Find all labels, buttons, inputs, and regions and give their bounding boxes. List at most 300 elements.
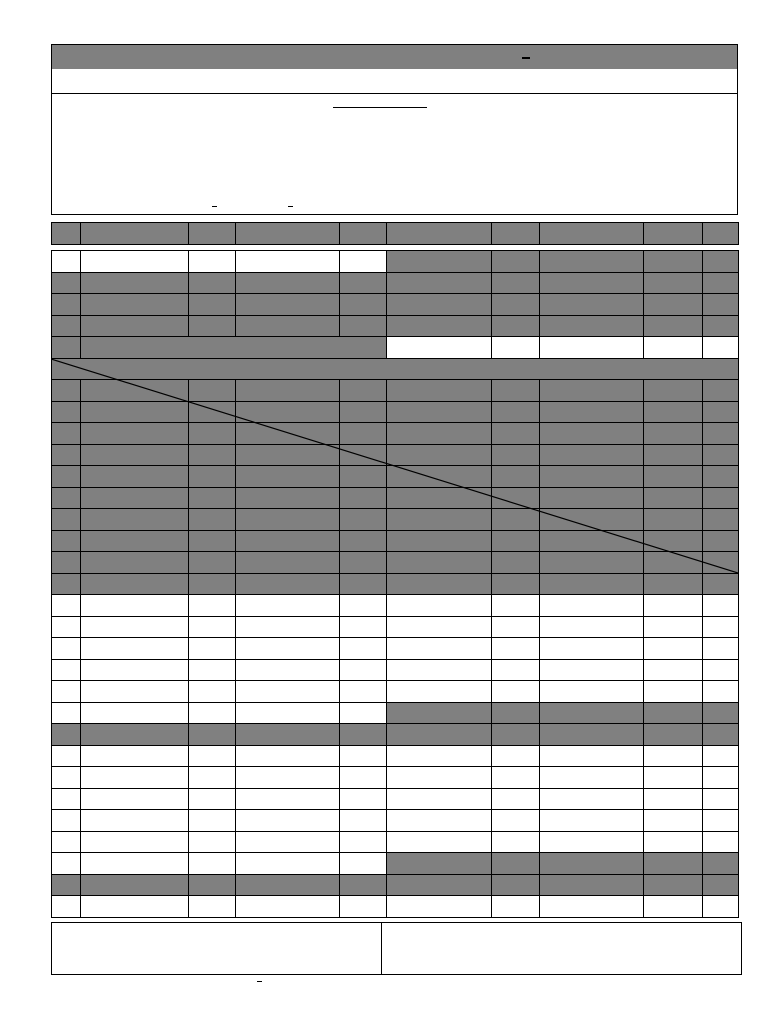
table-cell — [386, 573, 492, 596]
table-cell — [80, 723, 189, 746]
table-cell — [386, 293, 492, 316]
table-cell — [491, 336, 540, 359]
table-cell — [539, 895, 644, 918]
table-cell — [80, 422, 189, 445]
table-cell — [643, 293, 703, 316]
table-cell — [235, 250, 340, 273]
info-tick-mark — [212, 206, 217, 207]
table-cell — [539, 401, 644, 424]
table-cell — [339, 422, 387, 445]
table-cell — [80, 401, 189, 424]
table-cell — [188, 788, 236, 811]
table-cell — [339, 831, 387, 854]
table-cell — [491, 573, 540, 596]
table-cell — [386, 831, 492, 854]
table-cell — [643, 530, 703, 553]
table-cell — [702, 487, 739, 510]
table-cell — [339, 637, 387, 660]
table-cell — [643, 422, 703, 445]
table-cell — [643, 379, 703, 402]
table-cell — [80, 766, 189, 789]
table-cell — [539, 530, 644, 553]
table-cell — [235, 745, 340, 768]
table-cell — [539, 551, 644, 574]
table-cell — [80, 745, 189, 768]
column-header-cell — [643, 222, 703, 245]
table-cell — [491, 401, 540, 424]
table-cell — [80, 250, 189, 273]
table-cell — [51, 745, 81, 768]
table-cell — [386, 852, 492, 875]
table-cell — [80, 573, 189, 596]
table-cell — [339, 444, 387, 467]
table-cell — [188, 723, 236, 746]
table-cell — [643, 616, 703, 639]
table-cell — [339, 250, 387, 273]
table-cell — [235, 508, 340, 531]
table-cell — [80, 702, 189, 725]
table-cell — [491, 315, 540, 338]
table-cell — [80, 680, 189, 703]
table-cell — [491, 487, 540, 510]
table-cell — [491, 874, 540, 897]
table-cell — [339, 659, 387, 682]
table-cell — [51, 659, 81, 682]
table-cell — [386, 401, 492, 424]
table-cell — [51, 766, 81, 789]
table-cell — [539, 745, 644, 768]
table-column-header — [51, 222, 738, 245]
table-cell — [235, 680, 340, 703]
table-cell — [188, 637, 236, 660]
table-cell — [491, 766, 540, 789]
table-cell — [539, 616, 644, 639]
table-cell — [643, 508, 703, 531]
table-cell — [51, 637, 81, 660]
table-cell — [188, 874, 236, 897]
table-cell — [491, 508, 540, 531]
table-cell — [339, 594, 387, 617]
column-header-cell — [491, 222, 540, 245]
table-cell — [539, 487, 644, 510]
table-cell — [491, 422, 540, 445]
table-cell — [491, 379, 540, 402]
column-header-cell — [702, 222, 739, 245]
table-cell — [539, 874, 644, 897]
table-cell — [643, 659, 703, 682]
table-cell — [51, 723, 81, 746]
table-cell — [80, 788, 189, 811]
table-cell — [539, 766, 644, 789]
table-cell — [702, 680, 739, 703]
table-cell — [386, 809, 492, 832]
table-cell — [188, 444, 236, 467]
column-header-cell — [235, 222, 340, 245]
table-cell — [51, 422, 81, 445]
table-cell — [491, 702, 540, 725]
info-title-underline — [333, 107, 427, 108]
table-cell — [80, 530, 189, 553]
table-cell — [643, 852, 703, 875]
table-cell — [702, 422, 739, 445]
table-cell — [702, 745, 739, 768]
table-cell — [491, 250, 540, 273]
table-cell — [339, 852, 387, 875]
info-tick-mark — [288, 206, 293, 207]
table-cell — [80, 616, 189, 639]
table-cell — [702, 659, 739, 682]
table-cell — [235, 788, 340, 811]
table-cell — [51, 852, 81, 875]
table-cell — [51, 809, 81, 832]
column-header-cell — [386, 222, 492, 245]
table-cell — [491, 745, 540, 768]
table-cell — [51, 444, 81, 467]
table-cell — [702, 465, 739, 488]
table-cell — [386, 315, 492, 338]
table-cell — [386, 487, 492, 510]
table-cell — [643, 551, 703, 574]
table-cell — [702, 379, 739, 402]
table-cell — [539, 444, 644, 467]
table-cell — [539, 293, 644, 316]
table-cell — [702, 702, 739, 725]
table-cell — [643, 788, 703, 811]
table-cell — [386, 680, 492, 703]
table-cell — [491, 723, 540, 746]
table-cell — [539, 788, 644, 811]
form-header-bar — [51, 44, 738, 70]
table-cell — [51, 315, 81, 338]
table-cell — [51, 508, 81, 531]
table-cell — [188, 530, 236, 553]
table-cell — [702, 831, 739, 854]
table-cell — [51, 272, 81, 295]
table-cell — [339, 573, 387, 596]
table-cell — [188, 401, 236, 424]
table-cell — [339, 293, 387, 316]
table-cell — [188, 508, 236, 531]
table-cell — [491, 831, 540, 854]
table-cell — [188, 616, 236, 639]
table-cell — [491, 616, 540, 639]
table-cell — [188, 852, 236, 875]
table-cell — [235, 852, 340, 875]
table-cell — [386, 637, 492, 660]
table-cell — [80, 637, 189, 660]
table-cell — [643, 637, 703, 660]
table-cell — [643, 594, 703, 617]
table-cell — [339, 895, 387, 918]
table-cell — [491, 594, 540, 617]
table-cell — [235, 379, 340, 402]
table-cell — [643, 702, 703, 725]
table-cell — [80, 874, 189, 897]
table-cell — [80, 487, 189, 510]
table-cell — [235, 702, 340, 725]
table-cell — [51, 551, 81, 574]
table-cell — [702, 551, 739, 574]
table-cell — [386, 422, 492, 445]
table-cell — [51, 874, 81, 897]
table-cell — [491, 895, 540, 918]
table-cell — [491, 637, 540, 660]
table-cell — [643, 250, 703, 273]
table-cell — [339, 680, 387, 703]
table-cell — [188, 680, 236, 703]
table-cell — [539, 659, 644, 682]
table-cell — [235, 272, 340, 295]
table-cell — [643, 874, 703, 897]
table-cell — [80, 551, 189, 574]
table-cell — [235, 594, 340, 617]
table-cell — [702, 250, 739, 273]
table-cell — [386, 508, 492, 531]
table-cell — [643, 895, 703, 918]
header-dash-mark — [522, 57, 530, 59]
table-cell — [339, 616, 387, 639]
table-cell — [643, 766, 703, 789]
table-cell — [188, 465, 236, 488]
table-cell — [702, 788, 739, 811]
table-cell — [80, 444, 189, 467]
table-cell — [80, 508, 189, 531]
table-cell — [386, 616, 492, 639]
table-cell — [339, 487, 387, 510]
table-cell — [235, 766, 340, 789]
table-cell — [51, 250, 81, 273]
table-cell — [539, 422, 644, 445]
table-cell — [643, 487, 703, 510]
table-cell — [51, 573, 81, 596]
table-cell — [51, 401, 81, 424]
table-cell — [702, 573, 739, 596]
table-cell — [643, 272, 703, 295]
table-cell — [80, 272, 189, 295]
table-cell — [235, 465, 340, 488]
table-cell — [51, 379, 81, 402]
table-cell — [539, 702, 644, 725]
table-cell — [643, 680, 703, 703]
table-cell — [80, 831, 189, 854]
table-cell — [702, 530, 739, 553]
table-cell — [386, 250, 492, 273]
table-cell — [643, 831, 703, 854]
footer-right-box — [381, 922, 742, 975]
table-cell — [235, 874, 340, 897]
table-cell — [386, 551, 492, 574]
table-cell — [188, 895, 236, 918]
table-cell — [80, 293, 189, 316]
table-cell — [702, 401, 739, 424]
table-cell — [51, 895, 81, 918]
table-cell — [339, 315, 387, 338]
table-cell — [539, 250, 644, 273]
table-cell — [188, 766, 236, 789]
table-cell — [386, 874, 492, 897]
table-cell — [80, 594, 189, 617]
table-cell — [702, 336, 739, 359]
table-cell — [339, 788, 387, 811]
table-cell — [188, 745, 236, 768]
table-cell — [386, 594, 492, 617]
table-cell — [51, 616, 81, 639]
table-cell — [235, 444, 340, 467]
table-cell — [491, 852, 540, 875]
table-cell — [339, 809, 387, 832]
table-cell — [491, 680, 540, 703]
table-cell — [539, 594, 644, 617]
table-cell — [386, 702, 492, 725]
table-cell — [339, 530, 387, 553]
table-cell — [51, 530, 81, 553]
table-cell — [51, 465, 81, 488]
table-cell — [188, 250, 236, 273]
table-cell — [386, 530, 492, 553]
table-cell — [51, 487, 81, 510]
table-cell — [643, 745, 703, 768]
table-cell — [51, 293, 81, 316]
table-cell — [235, 293, 340, 316]
table-cell — [702, 616, 739, 639]
table-cell — [188, 551, 236, 574]
table-cell — [539, 809, 644, 832]
table-cell — [51, 336, 81, 359]
table-cell — [539, 831, 644, 854]
table-cell — [339, 702, 387, 725]
table-cell — [539, 680, 644, 703]
table-cell — [339, 272, 387, 295]
table-cell — [235, 422, 340, 445]
table-cell — [339, 401, 387, 424]
table-cell — [80, 315, 189, 338]
table-cell — [702, 895, 739, 918]
table-cell — [51, 358, 739, 381]
column-header-cell — [339, 222, 387, 245]
table-cell — [188, 594, 236, 617]
table-cell — [80, 336, 387, 359]
table-cell — [51, 702, 81, 725]
table-cell — [702, 723, 739, 746]
table-cell — [188, 573, 236, 596]
table-cell — [643, 573, 703, 596]
table-cell — [702, 293, 739, 316]
column-header-cell — [539, 222, 644, 245]
table-cell — [188, 659, 236, 682]
column-header-cell — [51, 222, 81, 245]
table-cell — [539, 852, 644, 875]
table-cell — [386, 336, 492, 359]
table-cell — [339, 551, 387, 574]
table-cell — [702, 809, 739, 832]
table-cell — [235, 723, 340, 746]
table-cell — [386, 788, 492, 811]
table-cell — [702, 444, 739, 467]
table-cell — [80, 465, 189, 488]
table-cell — [339, 508, 387, 531]
table-cell — [386, 272, 492, 295]
table-cell — [235, 487, 340, 510]
table-cell — [235, 809, 340, 832]
table-cell — [188, 831, 236, 854]
table-cell — [491, 659, 540, 682]
table-cell — [80, 852, 189, 875]
table-cell — [188, 272, 236, 295]
table-cell — [702, 594, 739, 617]
footer-left-box — [51, 922, 382, 975]
table-cell — [539, 637, 644, 660]
table-cell — [643, 444, 703, 467]
table-cell — [188, 422, 236, 445]
table-cell — [188, 809, 236, 832]
table-cell — [702, 272, 739, 295]
table-cell — [491, 293, 540, 316]
table-cell — [386, 444, 492, 467]
table-cell — [235, 895, 340, 918]
table-cell — [235, 637, 340, 660]
table-cell — [80, 379, 189, 402]
table-cell — [491, 465, 540, 488]
table-cell — [235, 659, 340, 682]
form-info-box — [51, 93, 738, 215]
table-cell — [491, 444, 540, 467]
table-cell — [188, 315, 236, 338]
table-cell — [643, 723, 703, 746]
table-cell — [339, 379, 387, 402]
table-cell — [491, 788, 540, 811]
table-cell — [491, 272, 540, 295]
table-cell — [643, 315, 703, 338]
table-cell — [539, 272, 644, 295]
table-cell — [235, 831, 340, 854]
table-cell — [702, 508, 739, 531]
table-cell — [188, 379, 236, 402]
table-cell — [539, 723, 644, 746]
table-cell — [386, 895, 492, 918]
table-cell — [491, 551, 540, 574]
table-cell — [702, 766, 739, 789]
table-cell — [491, 809, 540, 832]
table-cell — [235, 530, 340, 553]
form-subheader — [51, 69, 738, 94]
table-cell — [539, 573, 644, 596]
table-cell — [339, 766, 387, 789]
table-cell — [539, 465, 644, 488]
table-cell — [539, 336, 644, 359]
table-cell — [235, 573, 340, 596]
table-cell — [386, 745, 492, 768]
table-cell — [539, 508, 644, 531]
table-cell — [491, 530, 540, 553]
table-cell — [339, 465, 387, 488]
table-cell — [235, 401, 340, 424]
table-cell — [339, 723, 387, 746]
table-cell — [702, 637, 739, 660]
table-cell — [386, 766, 492, 789]
table-cell — [386, 659, 492, 682]
table-cell — [80, 809, 189, 832]
table-cell — [702, 852, 739, 875]
table-cell — [643, 809, 703, 832]
column-header-cell — [188, 222, 236, 245]
table-cell — [80, 659, 189, 682]
table-cell — [339, 874, 387, 897]
table-cell — [235, 551, 340, 574]
table-cell — [235, 616, 340, 639]
column-header-cell — [80, 222, 189, 245]
table-cell — [235, 315, 340, 338]
table-cell — [386, 723, 492, 746]
